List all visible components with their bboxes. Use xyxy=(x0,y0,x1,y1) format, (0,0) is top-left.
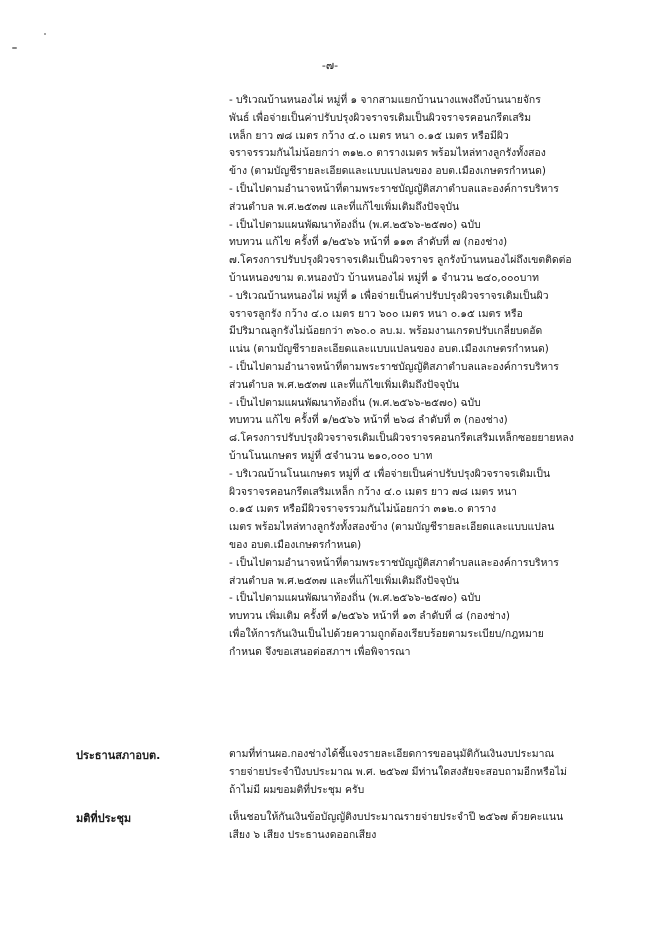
resolution-label: มติที่ประชุม xyxy=(76,812,132,825)
body-line: ส่วนตำบล พ.ศ.๒๕๓๗ และที่แก้ไขเพิ่มเติมถึงปัจจุบัน xyxy=(229,200,460,213)
page-number: -๗- xyxy=(321,59,339,72)
resolution-line: เห็นชอบให้กันเงินข้อบัญญัติงบประมาณรายจ่ายประจำปี ๒๕๖๗ ด้วยคะแนน xyxy=(229,811,564,823)
body-line: - บริเวณบ้านโนนเกษตร หมู่ที่ ๕ เพื่อจ่ายเป็นค่าปรับปรุงผิวจราจรเดิมเป็น xyxy=(229,467,551,480)
body-line: ทบทวน เพิ่มเติม ครั้งที่ ๑/๒๕๖๖ หน้าที่ ๑๓ ลำดับที่ ๘ (กองช่าง) xyxy=(229,610,510,623)
body-line: ของ อบต.เมืองเกษตรกำหนด) xyxy=(229,538,362,551)
body-line: ส่วนตำบล พ.ศ.๒๕๓๗ และที่แก้ไขเพิ่มเติมถึงปัจจุบัน xyxy=(229,378,460,391)
body-line: - เป็นไปตามอำนาจหน้าที่ตามพระราชบัญญัติสภาตำบลและองค์การบริหาร xyxy=(229,556,559,569)
chair-label: ประธานสภาอบต. xyxy=(76,749,161,762)
body-line: บ้านหนองขาม ต.หนองบัว บ้านหนองไผ่ หมู่ที่ ๑ จำนวน ๒๔๐,๐๐๐บาท xyxy=(229,271,540,284)
body-line: ทบทวน แก้ไข ครั้งที่ ๑/๒๕๖๖ หน้าที่ ๑๑๓ ลำดับที่ ๗ (กองช่าง) xyxy=(229,236,508,249)
body-line: - เป็นไปตามแผนพัฒนาท้องถิ่น (พ.ศ.๒๕๖๖-๒๕๗๐) ฉบับ xyxy=(229,592,481,605)
body-line: มีปริมาณลูกรังไม่น้อยกว่า ๓๖๐.๐ ลบ.ม. พร้อมงานเกรดปรับเกลี่ยบดอัด xyxy=(229,325,543,338)
body-line: กำหนด จึงขอเสนอต่อสภาฯ เพื่อพิจารณา xyxy=(229,645,411,658)
body-line: - เป็นไปตามอำนาจหน้าที่ตามพระราชบัญญัติสภาตำบลและองค์การบริหาร xyxy=(229,182,559,195)
scan-mark xyxy=(44,33,46,35)
body-line: - บริเวณบ้านหนองไผ่ หมู่ที่ ๑ เพื่อจ่ายเป็นค่าปรับปรุงผิวจราจรเดิมเป็นผิว xyxy=(229,289,549,302)
body-line: จราจรลูกรัง กว้าง ๔.๐ เมตร ยาว ๖๐๐ เมตร หนา ๐.๑๕ เมตร หรือ xyxy=(229,307,523,320)
chair-line: รายจ่ายประจำปีงบประมาณ พ.ศ. ๒๕๖๗ มีท่านใดสงสัยจะสอบถามอีกหรือไม่ xyxy=(229,765,568,778)
chair-line: ถ้าไม่มี ผมขอมติที่ประชุม ครับ xyxy=(229,783,365,796)
body-line: เพื่อให้การกันเงินเป็นไปด้วยความถูกต้องเรียบร้อยตามระเบียบ/กฎหมาย xyxy=(229,627,544,640)
body-line: ข้าง (ตามบัญชีรายละเอียดและแบบแปลนของ อบต.เมืองเกษตรกำหนด) xyxy=(229,165,546,178)
chair-statement xyxy=(229,746,599,799)
body-line: ๐.๑๕ เมตร หรือมีผิวจราจรรวมกันไม่น้อยกว่า ๓๑๒.๐ ตาราง xyxy=(229,503,497,516)
body-line: ส่วนตำบล พ.ศ.๒๕๓๗ และที่แก้ไขเพิ่มเติมถึงปัจจุบัน xyxy=(229,574,460,587)
resolution-statement xyxy=(229,809,599,845)
chair-line: ตามที่ท่านผอ.กองช่างได้ชี้แจงรายละเอียดการขออนุมัติกันเงินงบประมาณ xyxy=(229,748,555,760)
body-line: ผิวจราจรคอนกรีตเสริมเหล็ก กว้าง ๔.๐ เมตร ยาว ๗๘ เมตร หนา xyxy=(229,485,517,498)
project-details xyxy=(229,92,599,662)
body-line: พันธ์ เพื่อจ่ายเป็นค่าปรับปรุงผิวจราจรเดิมเป็นผิวจราจรคอนกรีตเสริม xyxy=(229,111,532,124)
body-line: ทบทวน แก้ไข ครั้งที่ ๑/๒๕๖๖ หน้าที่ ๒๖๘ ลำดับที่ ๓ (กองช่าง) xyxy=(229,414,508,427)
body-line: เมตร พร้อมไหล่ทางลูกรังทั้งสองข้าง (ตามบัญชีรายละเอียดและแบบแปลน xyxy=(229,521,555,534)
body-line: ๘.โครงการปรับปรุงผิวจราจรเดิมเป็นผิวจราจรคอนกรีตเสริมเหล็กซอยยายหลง xyxy=(229,432,574,445)
body-line: บ้านโนนเกษตร หมู่ที่ ๕จำนวน ๒๑๐,๐๐๐ บาท xyxy=(229,449,433,462)
body-line: จราจรรวมกันไม่น้อยกว่า ๓๑๒.๐ ตารางเมตร พร้อมไหล่ทางลูกรังทั้งสอง xyxy=(229,147,546,160)
body-line: - เป็นไปตามอำนาจหน้าที่ตามพระราชบัญญัติสภาตำบลและองค์การบริหาร xyxy=(229,360,559,373)
resolution-line: เสียง ๖ เสียง ประธานงดออกเสียง xyxy=(229,828,377,841)
body-line: - บริเวณบ้านหนองไผ่ หมู่ที่ ๑ จากสามแยกบ้านนางแพงถึงบ้านนายจักร xyxy=(229,94,541,106)
body-line: ๗.โครงการปรับปรุงผิวจราจรเดิมเป็นผิวจราจร ลูกรังบ้านหนองไผ่ถึงเขตติดต่อ xyxy=(229,254,572,267)
body-line: เหล็ก ยาว ๗๘ เมตร กว้าง ๔.๐ เมตร หนา ๐.๑๕ เมตร หรือมีผิว xyxy=(229,129,509,142)
scan-mark xyxy=(12,47,17,49)
body-line: - เป็นไปตามแผนพัฒนาท้องถิ่น (พ.ศ.๒๕๖๖-๒๕๗๐) ฉบับ xyxy=(229,218,481,231)
body-line: - เป็นไปตามแผนพัฒนาท้องถิ่น (พ.ศ.๒๕๖๖-๒๕๗๐) ฉบับ xyxy=(229,396,481,409)
body-line: แน่น (ตามบัญชีรายละเอียดและแบบแปลนของ อบต.เมืองเกษตรกำหนด) xyxy=(229,343,549,356)
